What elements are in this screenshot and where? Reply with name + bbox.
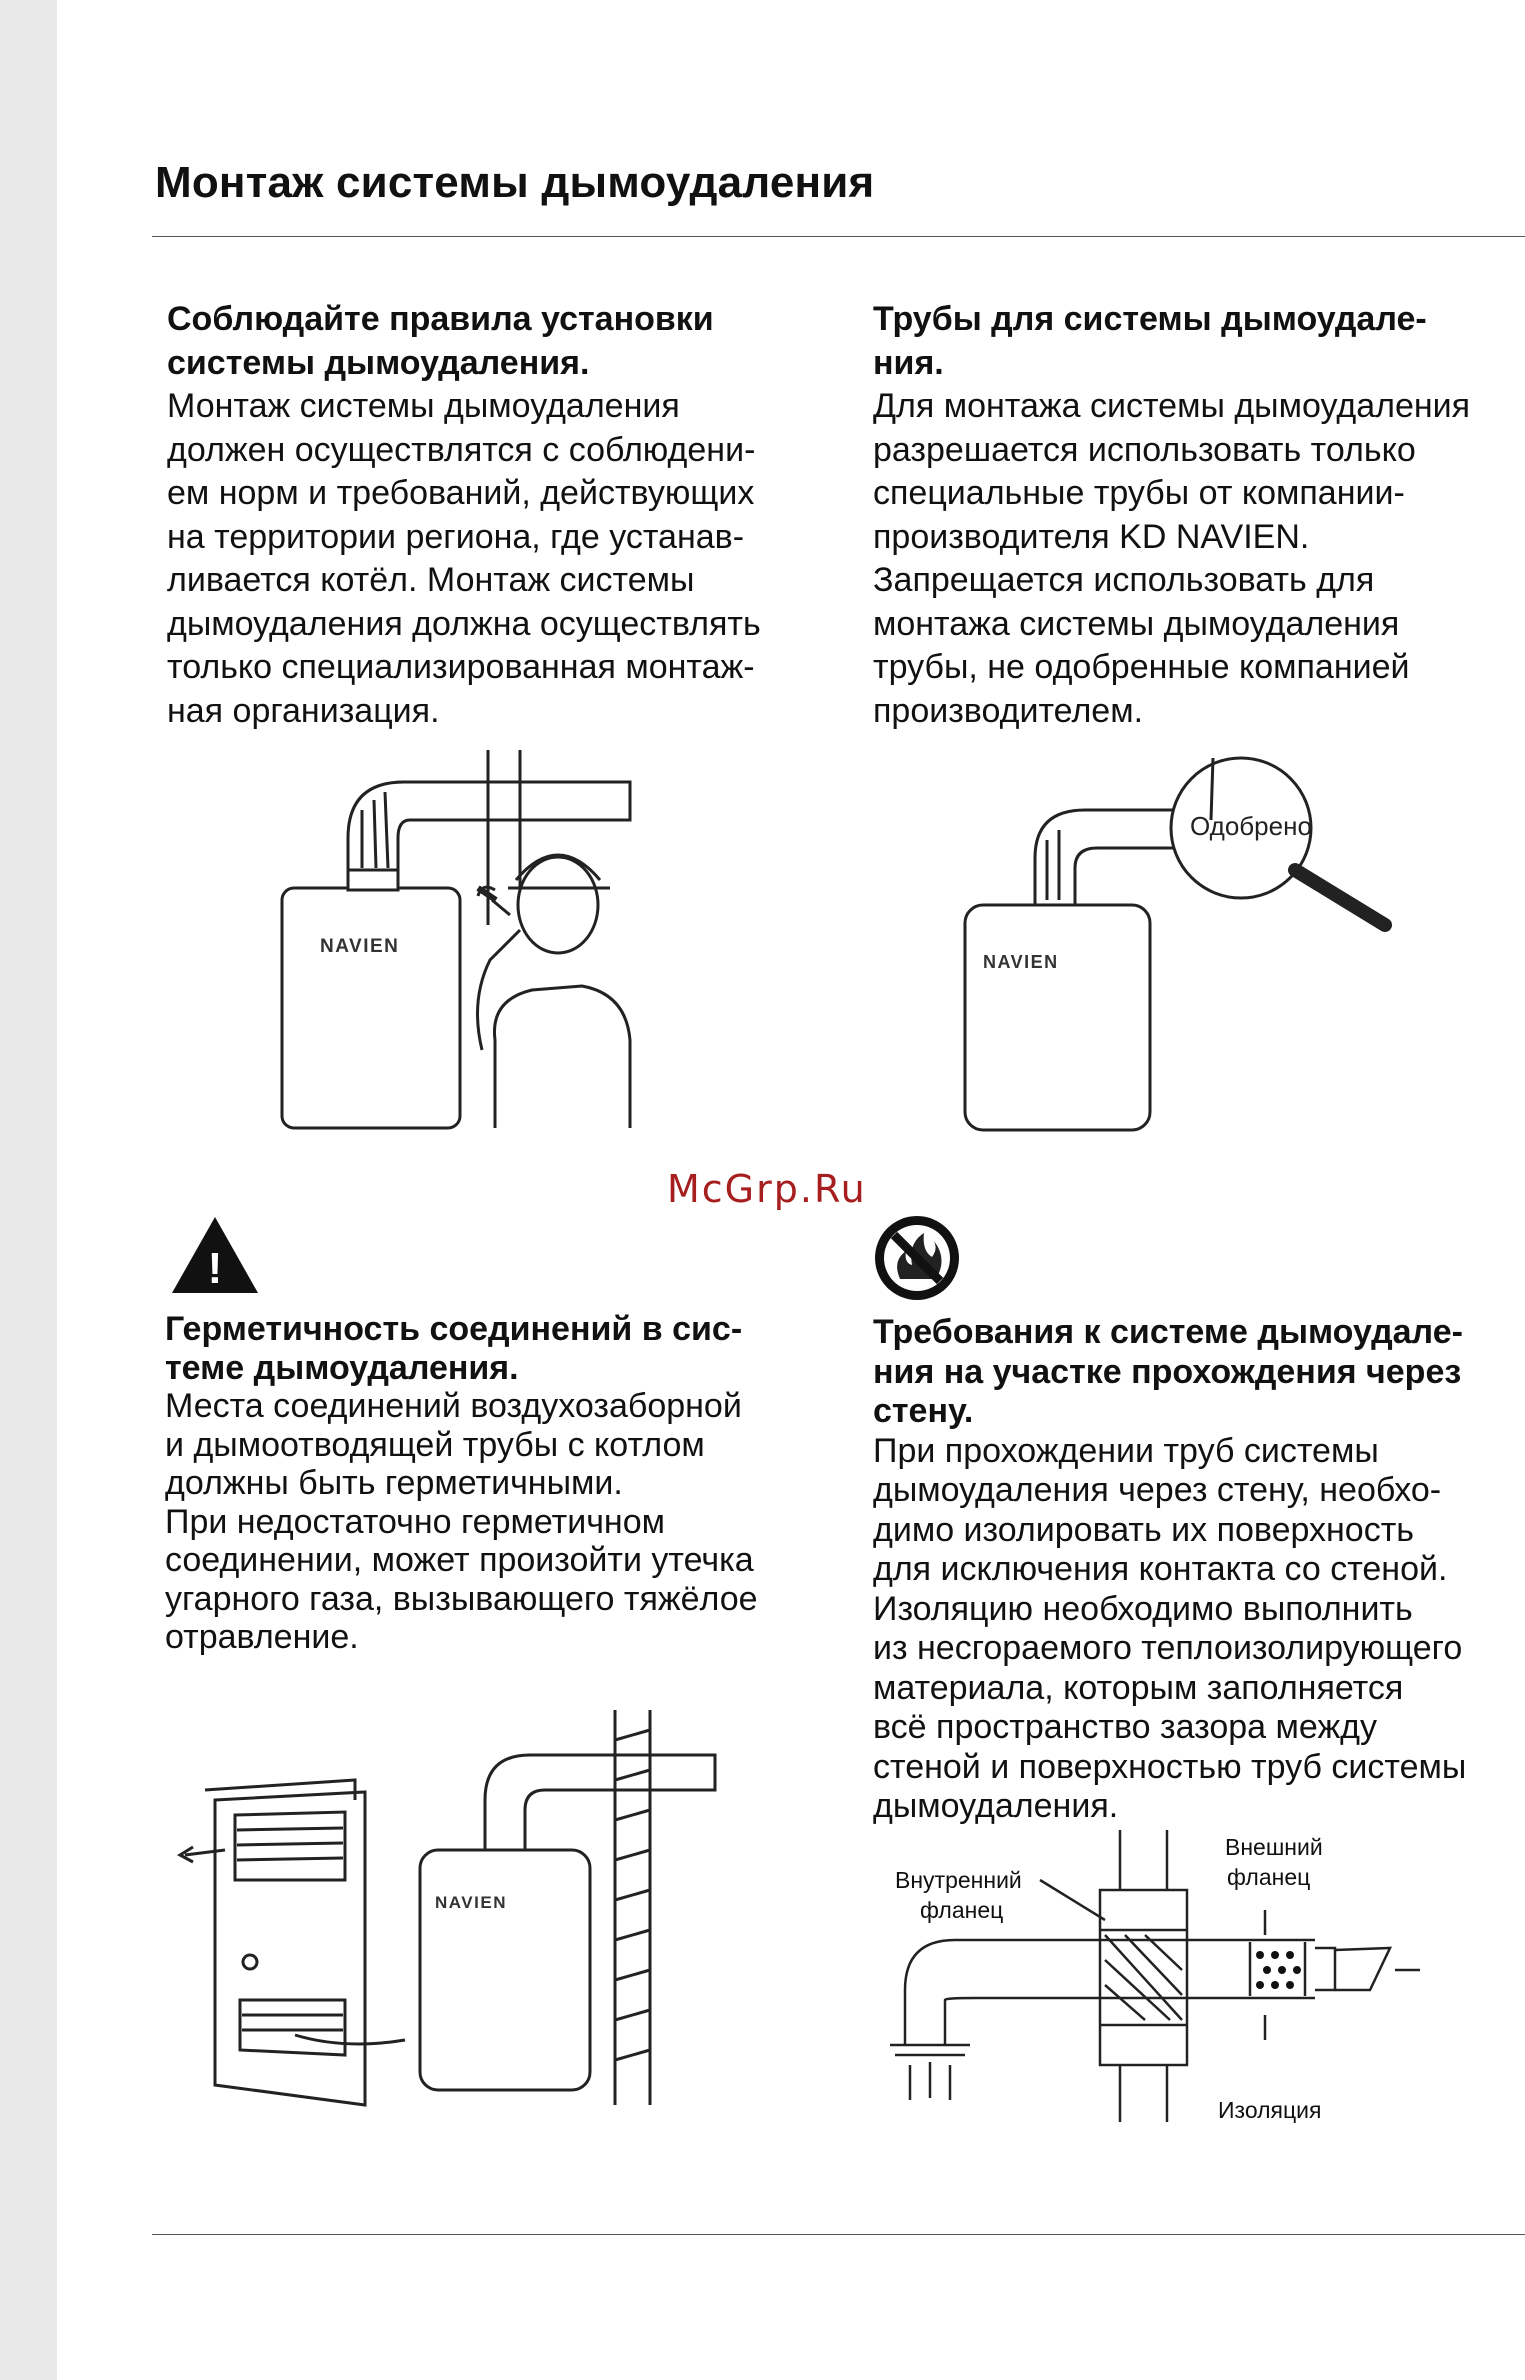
section-heading: Трубы для системы дымоудале- ния.: [873, 300, 1427, 382]
magnifier-icon: [1295, 870, 1385, 925]
label-insulation: Изоляция: [1218, 2097, 1322, 2123]
no-fire-icon: [872, 1213, 962, 1303]
boiler-brand-label: NAVIEN: [983, 952, 1059, 972]
section-wall-passage: [873, 1313, 1493, 1827]
section-body: Для монтажа системы дымоудаления разрешается использовать только специальные трубы от компании- производителя KD NAVIEN. Запрещается использовать для монтажа системы дымоудаления трубы, не одобренные компанией производителем.: [873, 387, 1471, 730]
sealing-illustration: [165, 1700, 725, 2120]
section-pipes: [873, 298, 1473, 733]
footer-rule: [152, 2234, 1525, 2235]
title-rule: [152, 236, 1525, 237]
section-body: Монтаж системы дымоудаления должен осуществлятся с соблюдени- ем норм и требований, действующих на территории региона, где устанав- ливается котёл. Монтаж системы дымоудаления должна осуществлять только специализированная монтаж- ная организация.: [167, 387, 761, 730]
boiler-brand-label: NAVIEN: [435, 1893, 507, 1912]
boiler-installer-illustration: [270, 750, 660, 1140]
page-title: Монтаж системы дымоудаления: [155, 158, 875, 207]
section-heading: Герметичность соединений в сис- теме дымоудаления.: [165, 1310, 743, 1387]
watermark: McGrp.Ru: [667, 1167, 867, 1211]
approved-pipes-illustration: [955, 750, 1415, 1140]
section-heading: Требования к системе дымоудале- ния на участке прохождения через стену.: [873, 1313, 1463, 1430]
warning-triangle-icon: [170, 1215, 260, 1295]
section-sealing: [165, 1310, 785, 1657]
approved-label: Одобрено: [1190, 811, 1312, 841]
section-body: При прохождении труб системы дымоудаления через стену, необхо- димо изолировать их поверхность для исключения контакта со стеной. Изоляцию необходимо выполнить из несгораемого теплоизолирующего материала, которым заполняется всё пространство зазора между стеной и поверхностью труб системы дымоудаления.: [873, 1431, 1467, 1825]
wall-passage-diagram: [875, 1830, 1435, 2130]
section-heading: Соблюдайте правила установки системы дымоудаления.: [167, 300, 714, 382]
side-margin-strip: [0, 0, 57, 2380]
label-outer-flange: Внешний фланец: [1225, 1834, 1323, 1890]
section-body: Места соединений воздухозаборной и дымоотводящей трубы с котлом должны быть герметичными. При недостаточно герметичном соединении, может произойти утечка угарного газа, вызывающего тяжёлое отравление.: [165, 1387, 758, 1656]
section-install-rules: [167, 298, 767, 733]
svg-text:!: !: [207, 1244, 223, 1293]
label-inner-flange: Внутренний фланец: [895, 1867, 1022, 1923]
boiler-brand-label: NAVIEN: [320, 936, 400, 957]
